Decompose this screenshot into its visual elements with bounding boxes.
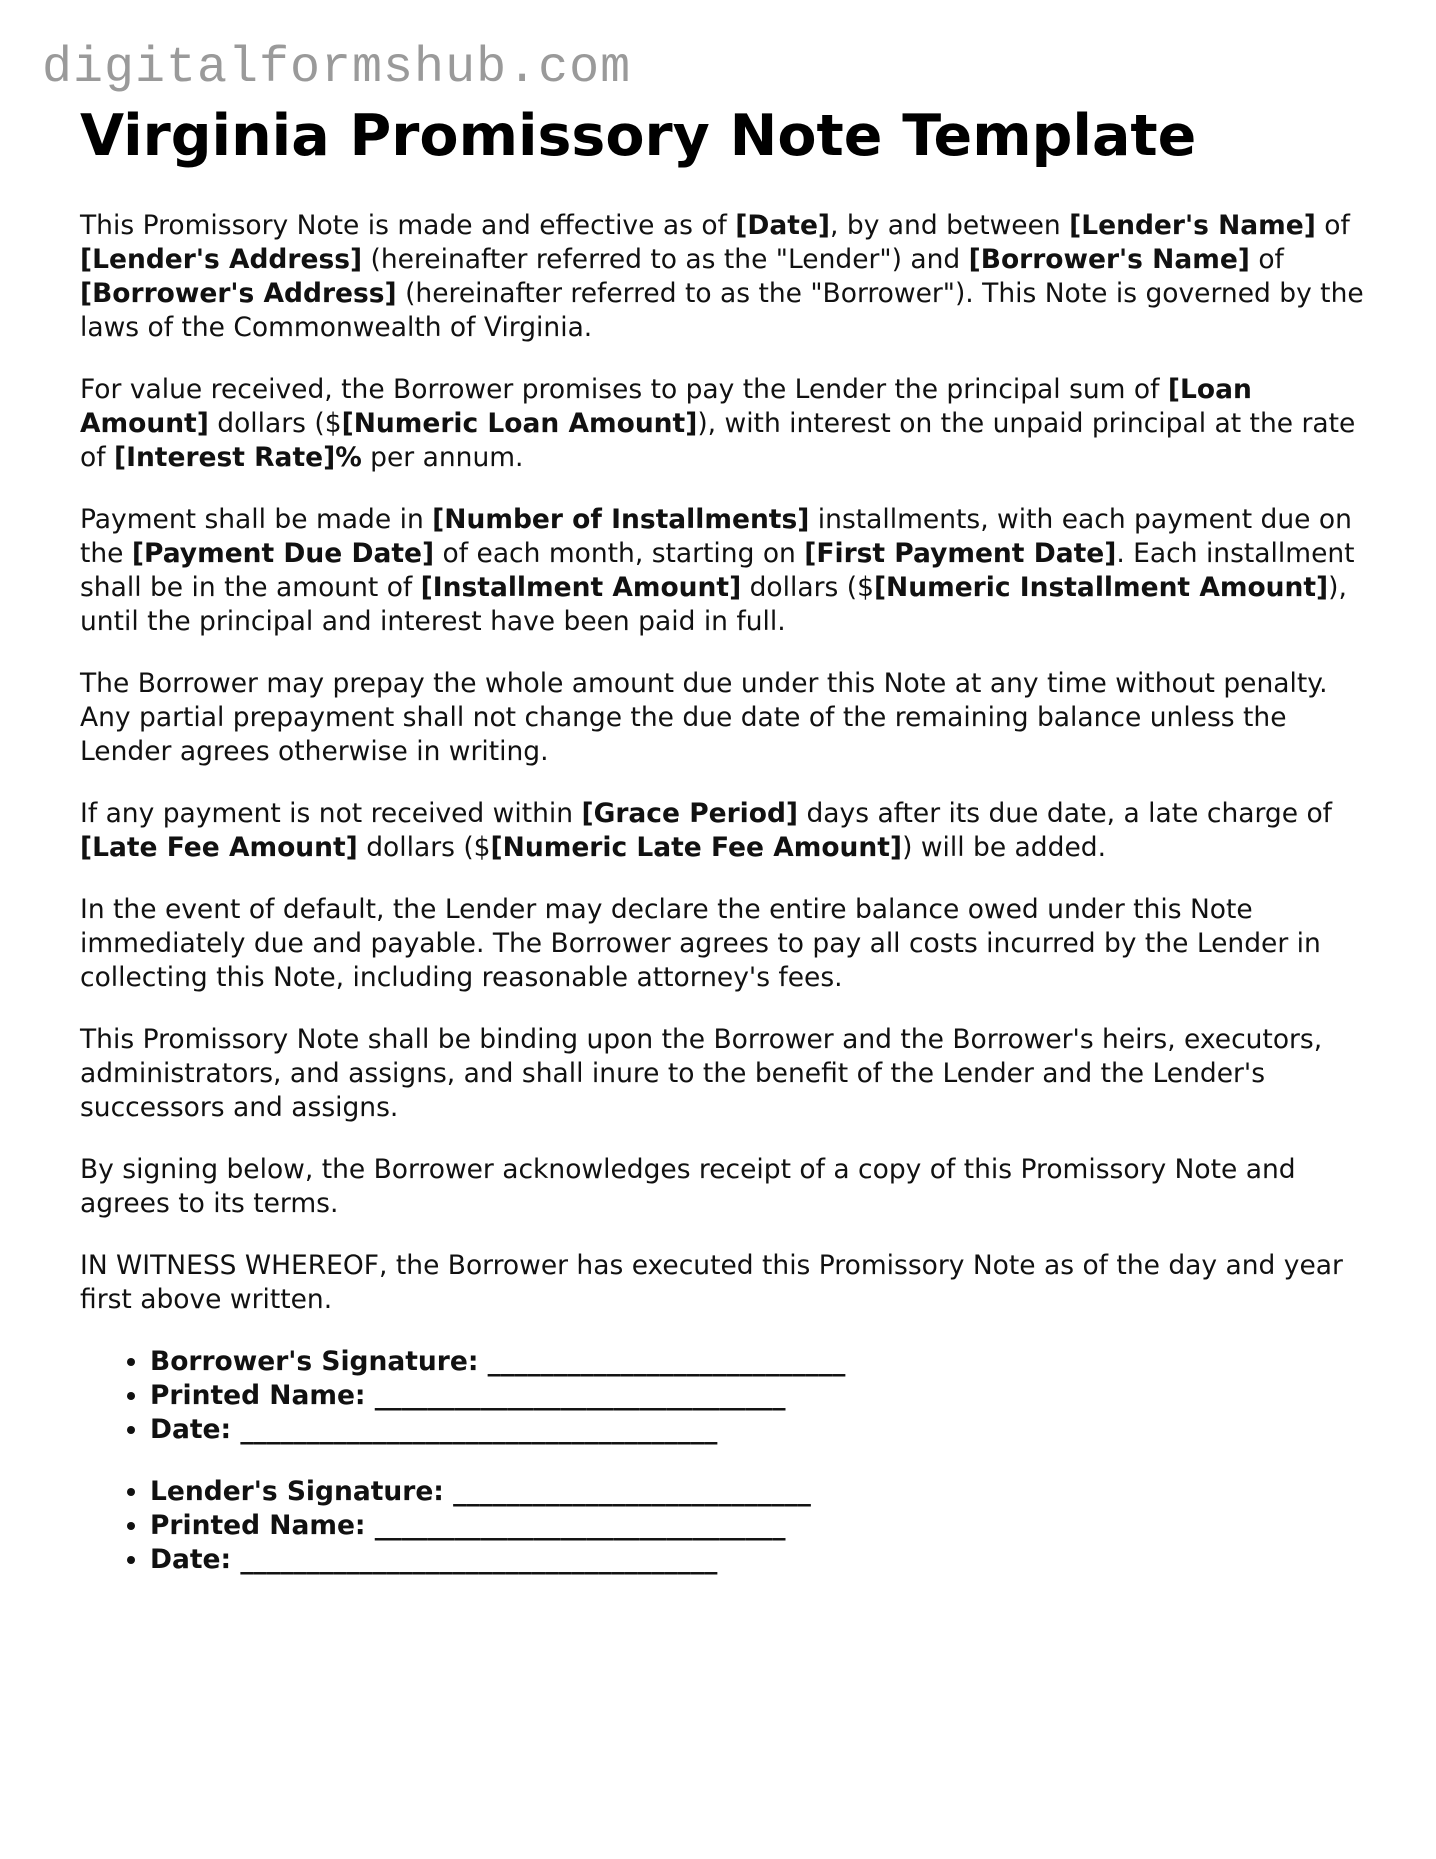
placeholder-payment-due-date: [Payment Due Date]	[131, 538, 435, 569]
placeholder-grace-period: [Grace Period]	[581, 798, 799, 829]
lender-printed-name-line[interactable]: • Printed Name: _______________________________	[150, 1509, 1370, 1543]
placeholder-late-fee-amount: [Late Fee Amount]	[80, 832, 358, 863]
placeholder-interest-rate: [Interest Rate]%	[113, 442, 362, 473]
paragraph-late-charge: If any payment is not received within [Grace Period] days after its due date, a late charge of [Late Fee Amount] dollars ($[Numeric Late Fee Amount]) will be added.	[80, 798, 1332, 863]
paragraph-acknowledgement: By signing below, the Borrower acknowledges receipt of a copy of this Promissory Note and agrees to its terms.	[80, 1154, 1296, 1219]
placeholder-installment-amount: [Installment Amount]	[420, 572, 742, 603]
borrower-signature-block	[80, 1345, 1370, 1447]
placeholder-borrower-address: [Borrower's Address]	[80, 278, 397, 309]
lender-signature-block	[80, 1475, 1370, 1577]
document-body	[80, 103, 1370, 1605]
placeholder-loan-amount: [Loan Amount]	[80, 374, 1252, 439]
paragraph-witness: IN WITNESS WHEREOF, the Borrower has executed this Promissory Note as of the day and year first above written.	[80, 1250, 1343, 1315]
borrower-signature-line[interactable]: • Borrower's Signature: ___________________________	[150, 1345, 1370, 1379]
placeholder-numeric-loan-amount: [Numeric Loan Amount]	[341, 408, 698, 439]
placeholder-numeric-late-fee-amount: [Numeric Late Fee Amount]	[490, 832, 903, 863]
placeholder-lender-address: [Lender's Address]	[80, 244, 363, 275]
lender-date-line[interactable]: • Date: ____________________________________	[150, 1543, 1370, 1577]
paragraph-default: In the event of default, the Lender may declare the entire balance owed under this Note immediately due and payable. The Borrower agrees to pay all costs incurred by the Lender in collecting this Note, including reasonable attorney's fees.	[80, 894, 1321, 993]
borrower-printed-name-line[interactable]: • Printed Name: _______________________________	[150, 1379, 1370, 1413]
placeholder-first-payment-date: [First Payment Date]	[804, 538, 1117, 569]
borrower-date-line[interactable]: • Date: ____________________________________	[150, 1413, 1370, 1447]
lender-signature-line[interactable]: • Lender's Signature: ___________________________	[150, 1475, 1370, 1509]
paragraph-binding: This Promissory Note shall be binding upon the Borrower and the Borrower's heirs, executors, administrators, and assigns, and shall inure to the benefit of the Lender and the Lender's successors and assigns.	[80, 1024, 1323, 1123]
placeholder-borrower-name: [Borrower's Name]	[968, 244, 1250, 275]
watermark: digitalformshub.com	[42, 40, 632, 97]
placeholder-number-of-installments: [Number of Installments]	[432, 504, 810, 535]
page-title: Virginia Promissory Note Template	[80, 103, 1197, 169]
placeholder-numeric-installment-amount: [Numeric Installment Amount]	[873, 572, 1329, 603]
placeholder-date: [Date]	[735, 210, 831, 241]
paragraph-payment: Payment shall be made in [Number of Installments] installments, with each payment due on the [Payment Due Date] of each month, starting on [First Payment Date]. Each installment shall be in the amount of [Installment Amount] dollars ($[Numeric Installment Amount]), until the principal and interest have been paid in full.	[80, 504, 1355, 637]
paragraph-prepayment: The Borrower may prepay the whole amount due under this Note at any time without penalty. Any partial prepayment shall not change the due date of the remaining balance unless the Lender agrees otherwise in writing.	[80, 668, 1328, 767]
paragraph-parties: This Promissory Note is made and effective as of [Date], by and between [Lender's Name] of [Lender's Address] (hereinafter referred to as the "Lender") and [Borrower's Name] of [Borrower's Address] (hereinafter referred to as the "Borrower"). This Note is governed by the laws of the Commonwealth of Virginia.	[80, 210, 1364, 343]
paragraph-principal: For value received, the Borrower promises to pay the Lender the principal sum of [Loan Amount] dollars ($[Numeric Loan Amount]), with interest on the unpaid principal at the rate of [Interest Rate]% per annum.	[80, 374, 1356, 473]
placeholder-lender-name: [Lender's Name]	[1069, 210, 1316, 241]
